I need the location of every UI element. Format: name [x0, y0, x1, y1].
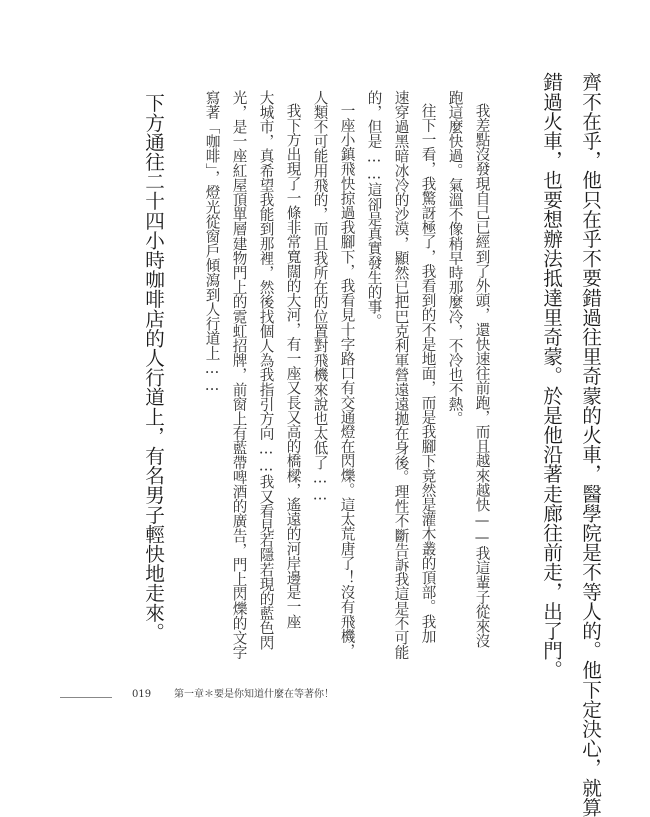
quote-line: 往下一看，我驚訝極了，我看到的不是地面，而是我腳下竟然是灌木叢的頂部。我加 — [419, 103, 437, 644]
body-line: 下方通往二十四小時咖啡店的人行道上，有名男子輕快地走來。 — [141, 93, 165, 642]
running-header: 第一章＊要是你知道什麼在等著你！ — [174, 689, 334, 700]
body-line: 錯過火車，也要想辦法抵達里奇蒙。於是他沿著走廊往前走，出了門。 — [539, 72, 563, 680]
quote-line: 一座小鎮飛快掠過我腳下，我看見十字路口有交通燈在閃爍。這太荒唐了！沒有飛機， — [338, 103, 356, 658]
quote-line: 的，但是……這卻是真實發生的事。 — [365, 90, 383, 329]
quote-line: 我下方出現了一條非常寬闊的大河，有一座又長又高的橋樑，遙遠的河岸邊是一座 — [284, 103, 302, 629]
quote-line: 大城市，真希望我能到那裡，然後找個人為我指引方向……我又看見若隱若現的藍色閃 — [257, 90, 275, 650]
quote-line: 跑這麼快過。氣溫不像稍早時那麼冷，不冷也不熱。 — [446, 90, 464, 426]
quote-line: 寫著「咖啡」，燈光從窗戶傾瀉到人行道上…… — [203, 90, 221, 395]
quote-line: 速穿過黑暗冰冷的沙漠，顯然已把巴克利軍營遠遠拋在身後。理性不斷告訴我這是不可能 — [392, 90, 410, 660]
footer-rule — [60, 697, 112, 698]
quote-line: 光，是一座紅屋頂單層建物門上的霓虹招牌，前窗上有藍帶啤酒的廣告，門上閃爍的文字 — [230, 90, 248, 660]
page-number: 019 — [132, 689, 152, 700]
body-line: 齊不在乎，他只在乎不要錯過往里奇蒙的火車，醫學院是不等人的。他下定決心，就算 — [578, 72, 602, 817]
quote-line: 我差點沒發現自己已經到了外頭，還快速往前跑，而且越來越快——我這輩子從來沒 — [473, 103, 491, 648]
quote-line: 人類不可能用飛的，而且我所在的位置對飛機來說也太低了…… — [311, 90, 329, 504]
